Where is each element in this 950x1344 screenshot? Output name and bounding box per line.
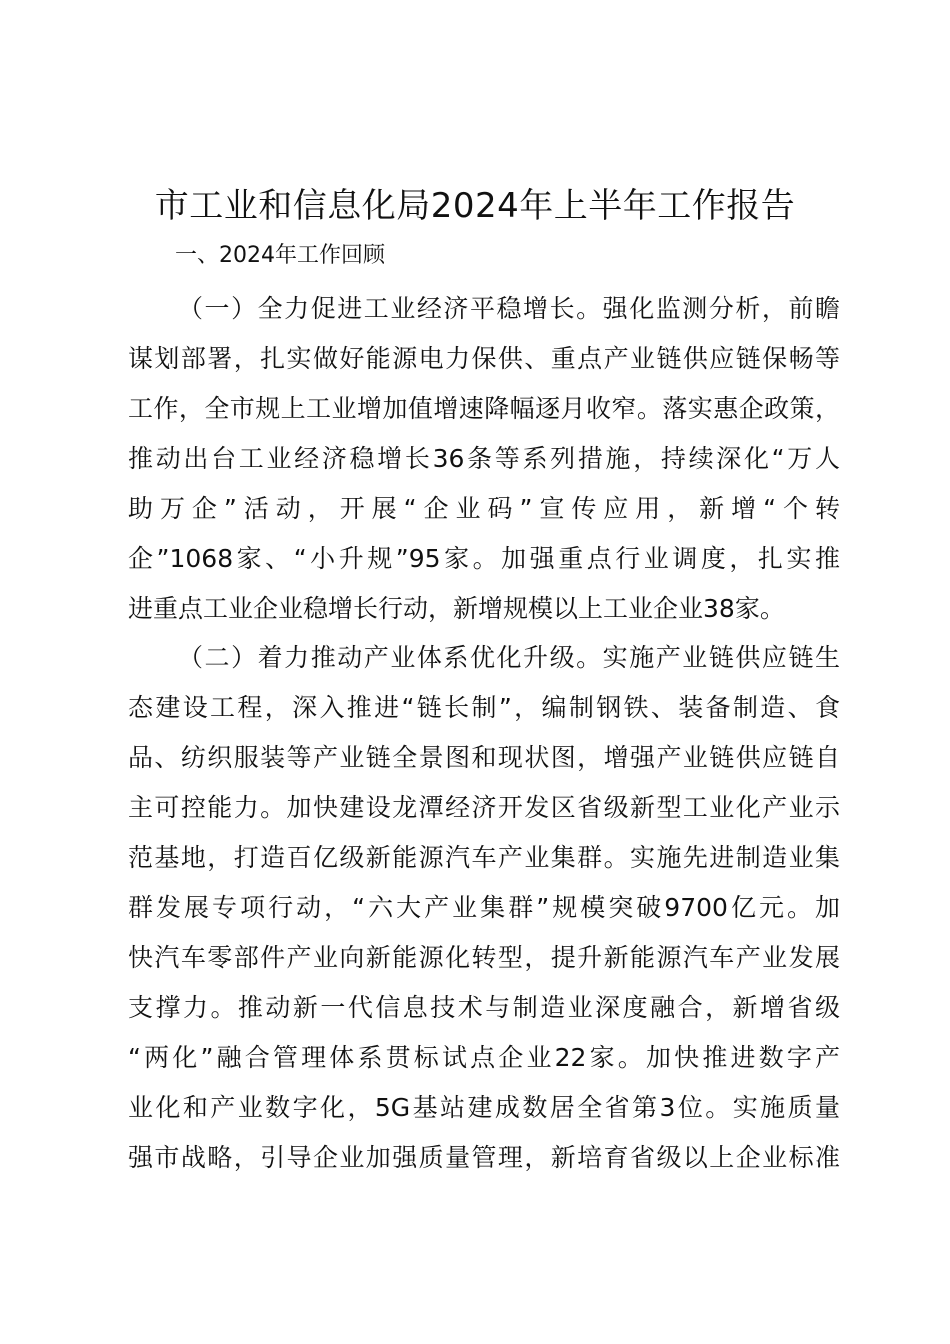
text-line: 品、纺织服装等产业链全景图和现状图，增强产业链供应链自 <box>128 743 840 772</box>
text-line: 态建设工程，深入推进“链长制”，编制钢铁、装备制造、食 <box>128 693 840 722</box>
text-line: 支撑力。推动新一代信息技术与制造业深度融合，新增省级 <box>128 993 840 1022</box>
text-line: 群发展专项行动，“六大产业集群”规模突破9700亿元。加 <box>128 893 840 922</box>
section-heading: 一、2024年工作回顾 <box>175 243 385 268</box>
paragraph-industrial-upgrade <box>128 633 840 1183</box>
text-line: （二）着力推动产业体系优化升级。实施产业链供应链生 <box>178 643 840 672</box>
text-line: “两化”融合管理体系贯标试点企业22家。加快推进数字产 <box>128 1043 840 1072</box>
text-line: 工作，全市规上工业增加值增速降幅逐月收窄。落实惠企政策， <box>128 394 840 423</box>
text-line: 谋划部署，扎实做好能源电力保供、重点产业链供应链保畅等 <box>128 344 840 373</box>
paragraph-industrial-growth <box>128 284 840 634</box>
text-line: 主可控能力。加快建设龙潭经济开发区省级新型工业化产业示 <box>128 793 840 822</box>
text-line: 范基地，打造百亿级新能源汽车产业集群。实施先进制造业集 <box>128 843 840 872</box>
document-title: 市工业和信息化局2024年上半年工作报告 <box>154 186 796 226</box>
text-line: 企”1068家、“小升规”95家。加强重点行业调度，扎实推 <box>128 544 840 573</box>
text-line: 推动出台工业经济稳增长36条等系列措施，持续深化“万人 <box>128 444 840 473</box>
text-line: 强市战略，引导企业加强质量管理，新培育省级以上企业标准 <box>128 1143 840 1172</box>
text-line: 快汽车零部件产业向新能源化转型，提升新能源汽车产业发展 <box>128 943 840 972</box>
text-line: （一）全力促进工业经济平稳增长。强化监测分析，前瞻 <box>178 294 840 323</box>
text-line: 业化和产业数字化，5G基站建成数居全省第3位。实施质量 <box>128 1093 840 1122</box>
text-line: 助万企”活动，开展“企业码”宣传应用，新增“个转 <box>128 494 840 523</box>
text-line: 进重点工业企业稳增长行动，新增规模以上工业企业38家。 <box>128 594 785 623</box>
